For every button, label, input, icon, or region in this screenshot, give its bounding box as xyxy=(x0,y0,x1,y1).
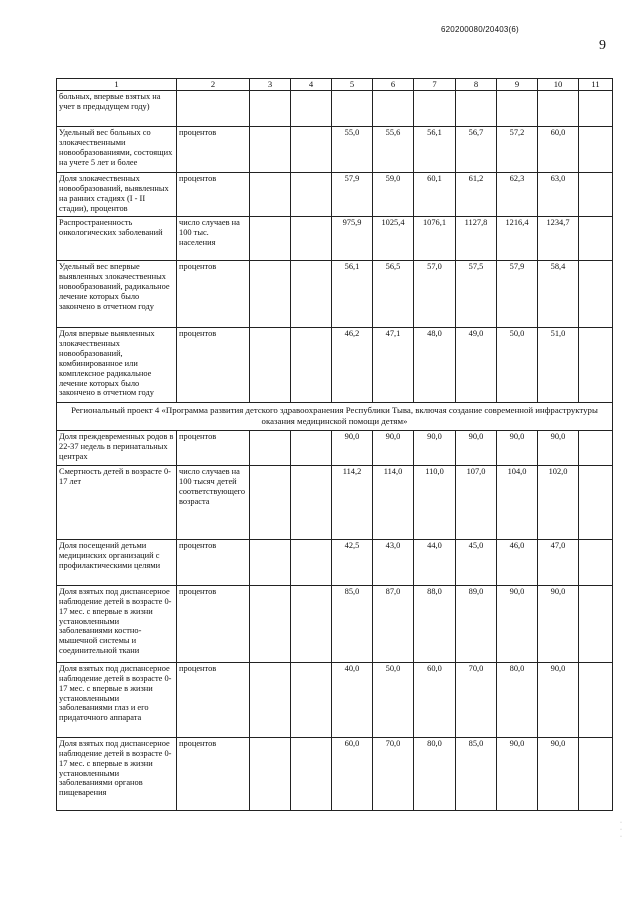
value-cell: 70,0 xyxy=(373,737,414,810)
value-cell: 60,1 xyxy=(414,173,456,217)
unit-cell: процентов xyxy=(177,662,250,737)
value-cell: 42,5 xyxy=(332,539,373,585)
value-cell: 110,0 xyxy=(414,465,456,539)
table-row xyxy=(57,662,613,737)
unit-cell: процентов xyxy=(177,539,250,585)
value-cell xyxy=(291,737,332,810)
value-cell xyxy=(579,261,613,328)
indicator-name-cell: больных, впервые взятых на учет в предыдущем году) xyxy=(57,91,177,127)
unit-cell: процентов xyxy=(177,430,250,465)
value-cell xyxy=(291,430,332,465)
scan-edge-mark: · · · xyxy=(620,820,622,841)
value-cell: 56,1 xyxy=(332,261,373,328)
value-cell xyxy=(456,91,497,127)
value-cell xyxy=(291,465,332,539)
table-body xyxy=(57,79,613,811)
value-cell: 48,0 xyxy=(414,328,456,403)
value-cell: 90,0 xyxy=(497,737,538,810)
value-cell: 70,0 xyxy=(456,662,497,737)
value-cell xyxy=(579,328,613,403)
value-cell xyxy=(291,91,332,127)
value-cell: 90,0 xyxy=(538,585,579,662)
value-cell: 87,0 xyxy=(373,585,414,662)
value-cell xyxy=(579,430,613,465)
table-row xyxy=(57,217,613,261)
table-row xyxy=(57,539,613,585)
value-cell: 90,0 xyxy=(497,430,538,465)
indicator-name-cell: Доля взятых под диспансерное наблюдение детей в возрасте 0-17 мес. с впервые в жизни установленными заболеваниями органов пищеварения xyxy=(57,737,177,810)
value-cell xyxy=(579,662,613,737)
value-cell: 51,0 xyxy=(538,328,579,403)
unit-cell: число случаев на 100 тысяч детей соответствующего возраста xyxy=(177,465,250,539)
value-cell: 56,7 xyxy=(456,127,497,173)
column-header: 9 xyxy=(497,79,538,91)
value-cell: 107,0 xyxy=(456,465,497,539)
indicator-name-cell: Доля посещений детьми медицинских организаций с профилактическими целями xyxy=(57,539,177,585)
value-cell: 59,0 xyxy=(373,173,414,217)
section-title: Региональный проект 4 «Программа развития детского здравоохранения Республики Тыва, включая создание современной инфраструктуры оказания медицинской помощи детям» xyxy=(57,403,613,431)
value-cell: 63,0 xyxy=(538,173,579,217)
value-cell: 43,0 xyxy=(373,539,414,585)
value-cell: 57,0 xyxy=(414,261,456,328)
value-cell xyxy=(291,662,332,737)
value-cell: 56,1 xyxy=(414,127,456,173)
value-cell xyxy=(579,173,613,217)
table-row xyxy=(57,328,613,403)
value-cell: 58,4 xyxy=(538,261,579,328)
value-cell: 90,0 xyxy=(497,585,538,662)
column-header: 1 xyxy=(57,79,177,91)
value-cell xyxy=(414,91,456,127)
value-cell: 46,0 xyxy=(497,539,538,585)
value-cell: 104,0 xyxy=(497,465,538,539)
value-cell: 102,0 xyxy=(538,465,579,539)
column-header: 6 xyxy=(373,79,414,91)
value-cell: 90,0 xyxy=(456,430,497,465)
value-cell xyxy=(373,91,414,127)
value-cell: 57,2 xyxy=(497,127,538,173)
value-cell: 45,0 xyxy=(456,539,497,585)
value-cell: 89,0 xyxy=(456,585,497,662)
value-cell xyxy=(291,539,332,585)
indicator-name-cell: Удельный вес впервые выявленных злокачественных новообразований, радикальное лечение которых было закончено в отчетном году xyxy=(57,261,177,328)
table-row xyxy=(57,261,613,328)
value-cell: 56,5 xyxy=(373,261,414,328)
value-cell: 62,3 xyxy=(497,173,538,217)
value-cell xyxy=(250,91,291,127)
unit-cell: процентов xyxy=(177,328,250,403)
value-cell xyxy=(250,737,291,810)
value-cell xyxy=(291,127,332,173)
value-cell: 55,6 xyxy=(373,127,414,173)
value-cell: 90,0 xyxy=(538,737,579,810)
value-cell xyxy=(579,737,613,810)
value-cell xyxy=(291,261,332,328)
value-cell xyxy=(579,465,613,539)
value-cell: 57,5 xyxy=(456,261,497,328)
unit-cell: процентов xyxy=(177,737,250,810)
value-cell xyxy=(538,91,579,127)
value-cell xyxy=(579,585,613,662)
unit-cell: процентов xyxy=(177,173,250,217)
value-cell: 90,0 xyxy=(332,430,373,465)
value-cell: 85,0 xyxy=(332,585,373,662)
value-cell: 1076,1 xyxy=(414,217,456,261)
indicator-name-cell: Распространенность онкологических заболеваний xyxy=(57,217,177,261)
value-cell xyxy=(579,91,613,127)
value-cell: 60,0 xyxy=(332,737,373,810)
value-cell xyxy=(250,430,291,465)
value-cell xyxy=(332,91,373,127)
indicator-name-cell: Доля впервые выявленных злокачественных новообразований, комбинированное или комплексное радикальное лечение которых было закончено в отчетном году xyxy=(57,328,177,403)
indicator-name-cell: Доля преждевременных родов в 22-37 недель в перинатальных центрах xyxy=(57,430,177,465)
value-cell xyxy=(250,261,291,328)
value-cell xyxy=(250,662,291,737)
header-row xyxy=(57,79,613,91)
value-cell: 61,2 xyxy=(456,173,497,217)
value-cell xyxy=(579,127,613,173)
table-row xyxy=(57,127,613,173)
value-cell: 1216,4 xyxy=(497,217,538,261)
value-cell: 1234,7 xyxy=(538,217,579,261)
value-cell xyxy=(291,585,332,662)
value-cell: 975,9 xyxy=(332,217,373,261)
value-cell xyxy=(250,328,291,403)
indicator-name-cell: Доля злокачественных новообразований, выявленных на ранних стадиях (I - II стадии), процентов xyxy=(57,173,177,217)
value-cell: 55,0 xyxy=(332,127,373,173)
column-header: 10 xyxy=(538,79,579,91)
unit-cell: процентов xyxy=(177,261,250,328)
value-cell: 80,0 xyxy=(497,662,538,737)
value-cell: 46,2 xyxy=(332,328,373,403)
value-cell: 44,0 xyxy=(414,539,456,585)
value-cell xyxy=(579,217,613,261)
value-cell: 47,0 xyxy=(538,539,579,585)
unit-cell xyxy=(177,91,250,127)
value-cell: 90,0 xyxy=(538,662,579,737)
table-row xyxy=(57,91,613,127)
unit-cell: число случаев на 100 тыс. населения xyxy=(177,217,250,261)
value-cell xyxy=(250,465,291,539)
page-number: 9 xyxy=(599,38,606,53)
value-cell: 85,0 xyxy=(456,737,497,810)
table-row xyxy=(57,173,613,217)
value-cell xyxy=(291,217,332,261)
indicators-table xyxy=(56,78,613,811)
value-cell: 49,0 xyxy=(456,328,497,403)
value-cell xyxy=(291,328,332,403)
value-cell: 114,2 xyxy=(332,465,373,539)
value-cell xyxy=(497,91,538,127)
value-cell: 90,0 xyxy=(538,430,579,465)
value-cell: 1025,4 xyxy=(373,217,414,261)
column-header: 4 xyxy=(291,79,332,91)
column-header: 8 xyxy=(456,79,497,91)
value-cell: 47,1 xyxy=(373,328,414,403)
table-row xyxy=(57,585,613,662)
table-row xyxy=(57,737,613,810)
table-row xyxy=(57,430,613,465)
value-cell: 80,0 xyxy=(414,737,456,810)
value-cell xyxy=(291,173,332,217)
document-id: 620200080/20403(6) xyxy=(441,25,519,34)
table-row xyxy=(57,465,613,539)
indicator-name-cell: Доля взятых под диспансерное наблюдение детей в возрасте 0-17 мес. с впервые в жизни установленными заболеваниями глаз и его придаточного аппарата xyxy=(57,662,177,737)
unit-cell: процентов xyxy=(177,585,250,662)
section-row xyxy=(57,403,613,431)
column-header: 2 xyxy=(177,79,250,91)
value-cell: 90,0 xyxy=(414,430,456,465)
indicator-name-cell: Удельный вес больных со злокачественными новообразованиями, состоящих на учете 5 лет и более xyxy=(57,127,177,173)
value-cell: 57,9 xyxy=(497,261,538,328)
value-cell: 50,0 xyxy=(373,662,414,737)
value-cell: 50,0 xyxy=(497,328,538,403)
value-cell xyxy=(250,127,291,173)
indicator-name-cell: Доля взятых под диспансерное наблюдение детей в возрасте 0-17 мес. с впервые в жизни установленными заболеваниями костно-мышечной системы и соединительной ткани xyxy=(57,585,177,662)
value-cell: 1127,8 xyxy=(456,217,497,261)
value-cell xyxy=(250,217,291,261)
unit-cell: процентов xyxy=(177,127,250,173)
value-cell: 60,0 xyxy=(414,662,456,737)
value-cell xyxy=(579,539,613,585)
value-cell: 88,0 xyxy=(414,585,456,662)
column-header: 11 xyxy=(579,79,613,91)
indicator-name-cell: Смертность детей в возрасте 0-17 лет xyxy=(57,465,177,539)
value-cell: 40,0 xyxy=(332,662,373,737)
value-cell: 60,0 xyxy=(538,127,579,173)
column-header: 3 xyxy=(250,79,291,91)
value-cell xyxy=(250,585,291,662)
column-header: 7 xyxy=(414,79,456,91)
value-cell xyxy=(250,539,291,585)
value-cell: 90,0 xyxy=(373,430,414,465)
column-header: 5 xyxy=(332,79,373,91)
value-cell xyxy=(250,173,291,217)
value-cell: 57,9 xyxy=(332,173,373,217)
value-cell: 114,0 xyxy=(373,465,414,539)
